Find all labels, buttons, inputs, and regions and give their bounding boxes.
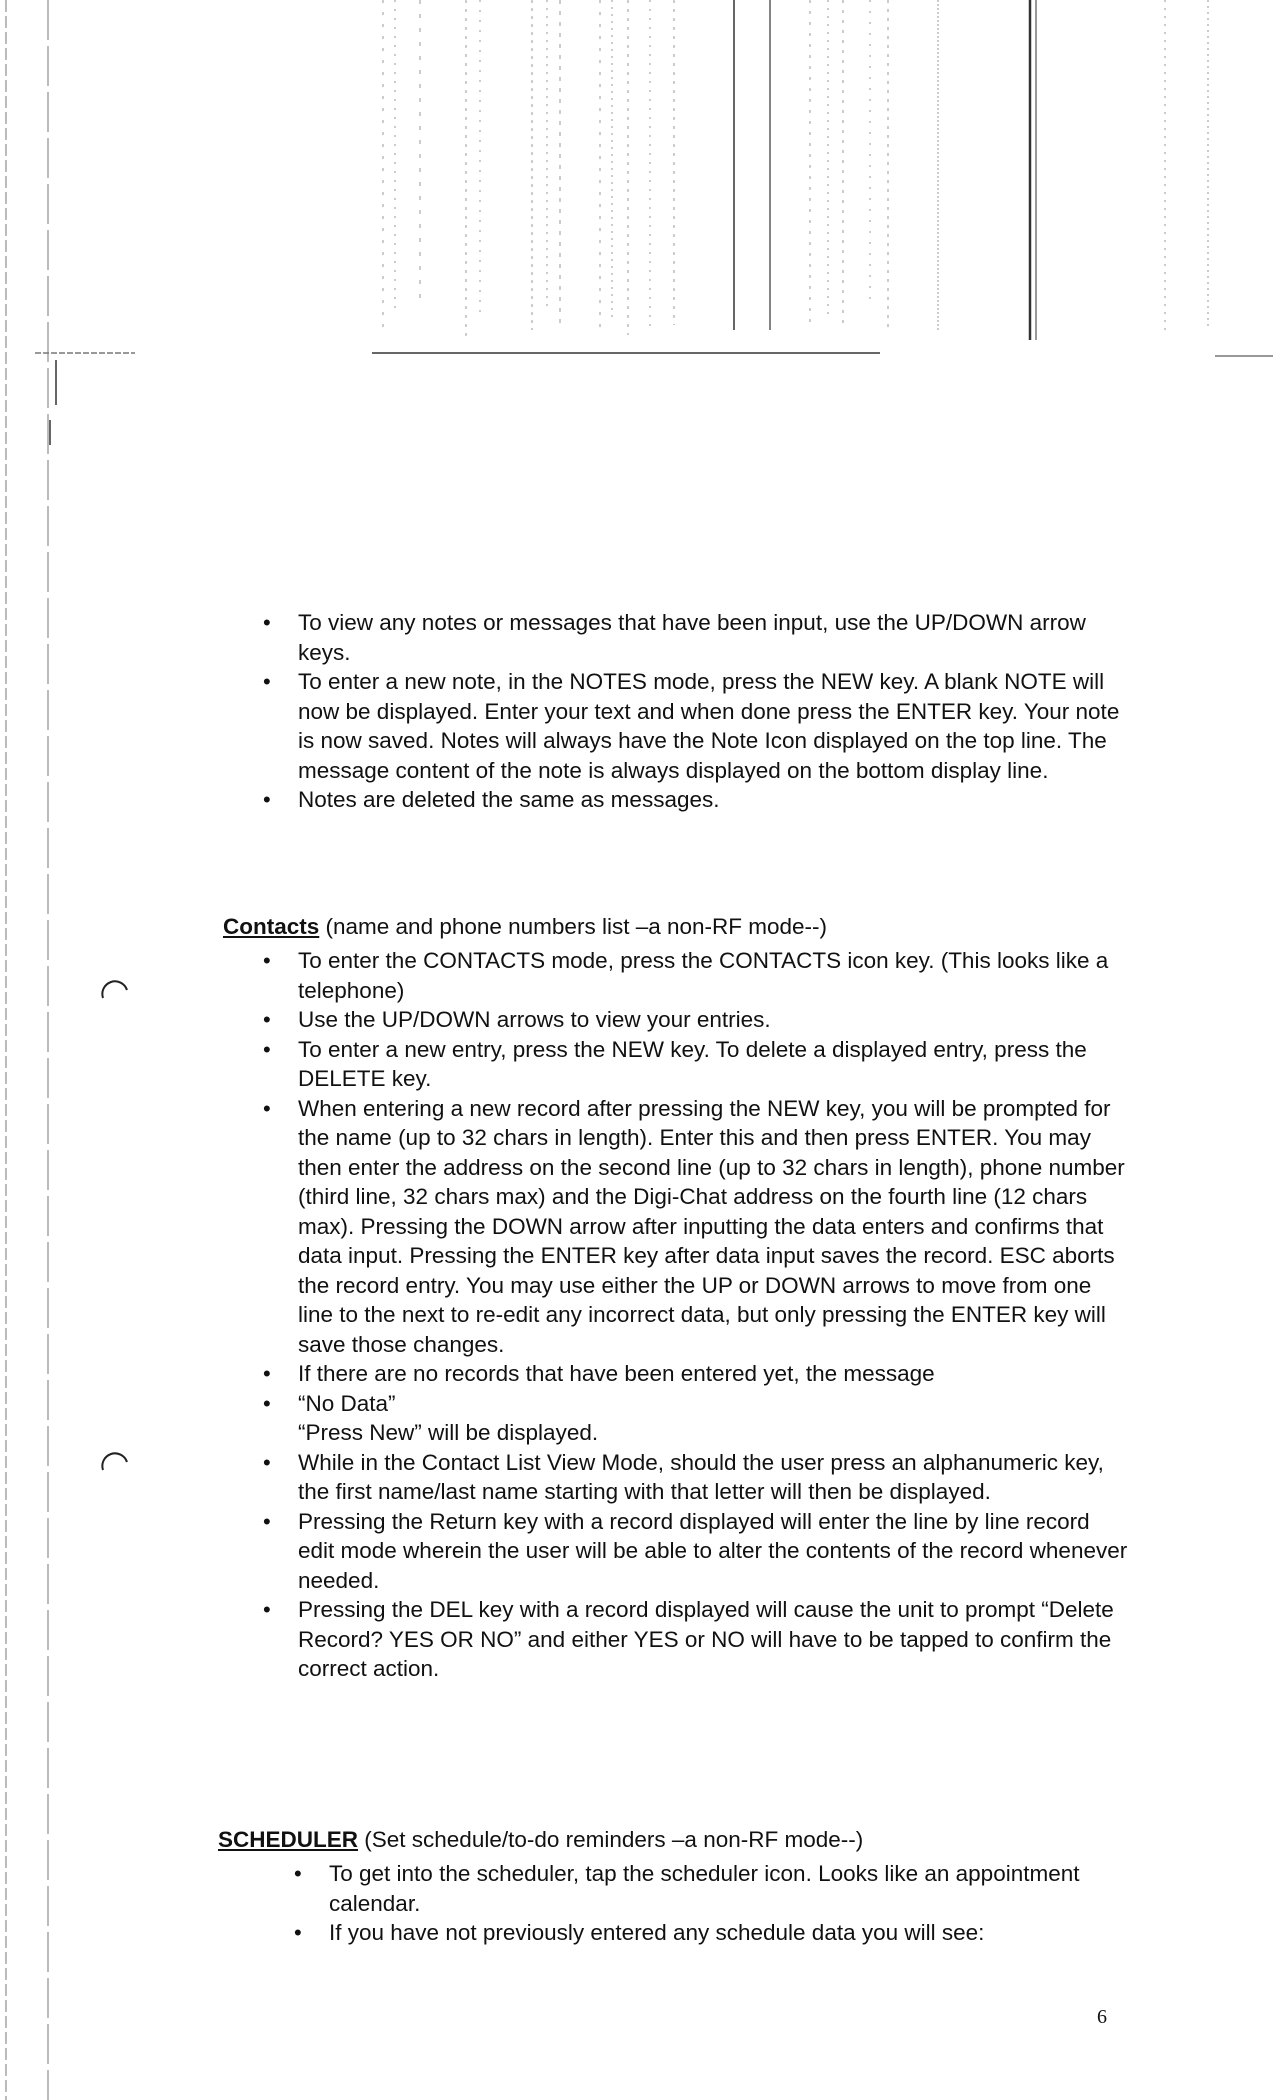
list-item: • Notes are deleted the same as messages. (298, 785, 1128, 815)
contacts-title: Contacts (223, 914, 320, 939)
list-item: • To enter a new note, in the NOTES mode, press the NEW key. A blank NOTE will now be displayed. Enter your text and when done press the ENTER key. Your note is now saved. Notes will always have the Note Icon displayed on the top line. The message content of the note is always displayed on the bottom display line. (298, 667, 1128, 785)
scheduler-section-heading (218, 1825, 863, 1855)
list-item: • To enter a new entry, press the NEW key. To delete a displayed entry, press the DELETE key. (298, 1035, 1128, 1094)
notes-bullet-list (298, 608, 1128, 815)
list-item: • Use the UP/DOWN arrows to view your entries. (298, 1005, 1128, 1035)
list-item: • To enter the CONTACTS mode, press the CONTACTS icon key. (This looks like a telephone) (298, 946, 1128, 1005)
list-item: • “No Data” (298, 1389, 1128, 1419)
contacts-section-heading (223, 912, 827, 942)
scheduler-subtitle: (Set schedule/to-do reminders –a non-RF mode--) (358, 1827, 864, 1852)
scheduler-title: SCHEDULER (218, 1827, 359, 1852)
contacts-bullet-list (298, 946, 1128, 1684)
list-item: • To view any notes or messages that have been input, use the UP/DOWN arrow keys. (298, 608, 1128, 667)
list-item: • Pressing the Return key with a record displayed will enter the line by line record edit mode wherein the user will be able to alter the contents of the record whenever needed. (298, 1507, 1128, 1596)
list-item: • To get into the scheduler, tap the scheduler icon. Looks like an appointment calendar. (329, 1859, 1129, 1918)
list-item: • Pressing the DEL key with a record displayed will cause the unit to prompt “Delete Record? YES OR NO” and either YES or NO will have to be tapped to confirm the correct action. (298, 1595, 1128, 1684)
list-item-continuation: “Press New” will be displayed. (298, 1420, 599, 1445)
page-number: 6 (1097, 2006, 1107, 2028)
list-item: • While in the Contact List View Mode, should the user press an alphanumeric key, the first name/last name starting with that letter will then be displayed. (298, 1448, 1128, 1507)
list-item: • If there are no records that have been entered yet, the message (298, 1359, 1128, 1389)
list-item: • If you have not previously entered any schedule data you will see: (329, 1918, 1129, 1948)
contacts-subtitle: (name and phone numbers list –a non-RF mode--) (319, 914, 828, 939)
list-item: • When entering a new record after pressing the NEW key, you will be prompted for the name (up to 32 chars in length). Enter this and then press ENTER. You may then enter the address on the second line (up to 32 chars in length), phone number (third line, 32 chars max) and the Digi-Chat address on the fourth line (12 chars max). Pressing the DOWN arrow after inputting the data enters and confirms that data input. Pressing the ENTER key after data input saves the record. ESC aborts the record entry. You may use either the UP or DOWN arrows to move from one line to the next to re-edit any incorrect data, but only pressing the ENTER key will save those changes. (298, 1094, 1128, 1360)
scheduler-bullet-list (329, 1859, 1129, 1948)
